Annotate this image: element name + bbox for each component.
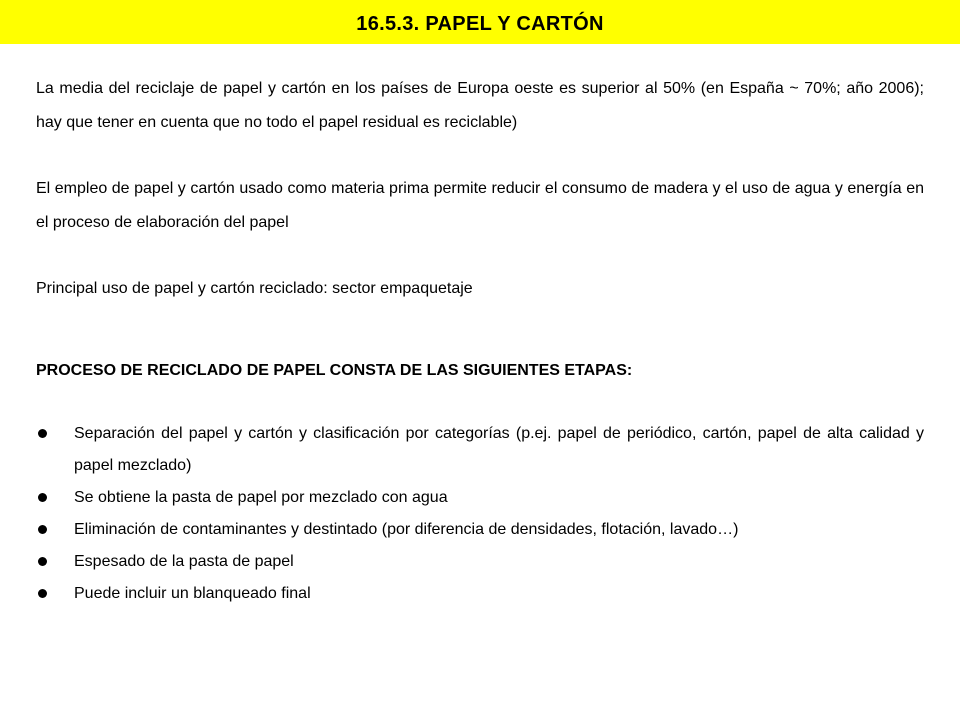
step-text: Espesado de la pasta de papel (74, 553, 294, 570)
step-text: Separación del papel y cartón y clasificación por categorías (p.ej. papel de periódico, cartón, papel de alta calidad y papel mezclado) (74, 425, 924, 474)
process-steps-list (36, 418, 924, 610)
step-text: Puede incluir un blanqueado final (74, 585, 311, 602)
process-heading: PROCESO DE RECICLADO DE PAPEL CONSTA DE LAS SIGUIENTES ETAPAS: (36, 362, 633, 379)
slide-content (36, 72, 924, 610)
paragraph-recycling-rate: La media del reciclaje de papel y cartón en los países de Europa oeste es superior al 50% (en España ~ 70%; año 2006); hay que tener en cuenta que no todo el papel residual es reciclable) (36, 80, 924, 131)
bullet-icon (38, 493, 47, 502)
bullet-icon (38, 525, 47, 534)
list-item (36, 418, 924, 482)
bullet-icon (38, 429, 47, 438)
list-item (36, 514, 924, 546)
list-item (36, 482, 924, 514)
paragraph-main-use: Principal uso de papel y cartón reciclado: sector empaquetaje (36, 280, 473, 297)
bullet-icon (38, 557, 47, 566)
page-title: 16.5.3. PAPEL Y CARTÓN (356, 12, 604, 35)
list-item (36, 546, 924, 578)
bullet-icon (38, 589, 47, 598)
step-text: Eliminación de contaminantes y destintado (por diferencia de densidades, flotación, lavado…) (74, 521, 739, 538)
title-bar (0, 0, 960, 44)
step-text: Se obtiene la pasta de papel por mezclado con agua (74, 489, 448, 506)
list-item (36, 578, 924, 610)
paragraph-raw-material: El empleo de papel y cartón usado como materia prima permite reducir el consumo de madera y el uso de agua y energía en el proceso de elaboración del papel (36, 180, 924, 231)
